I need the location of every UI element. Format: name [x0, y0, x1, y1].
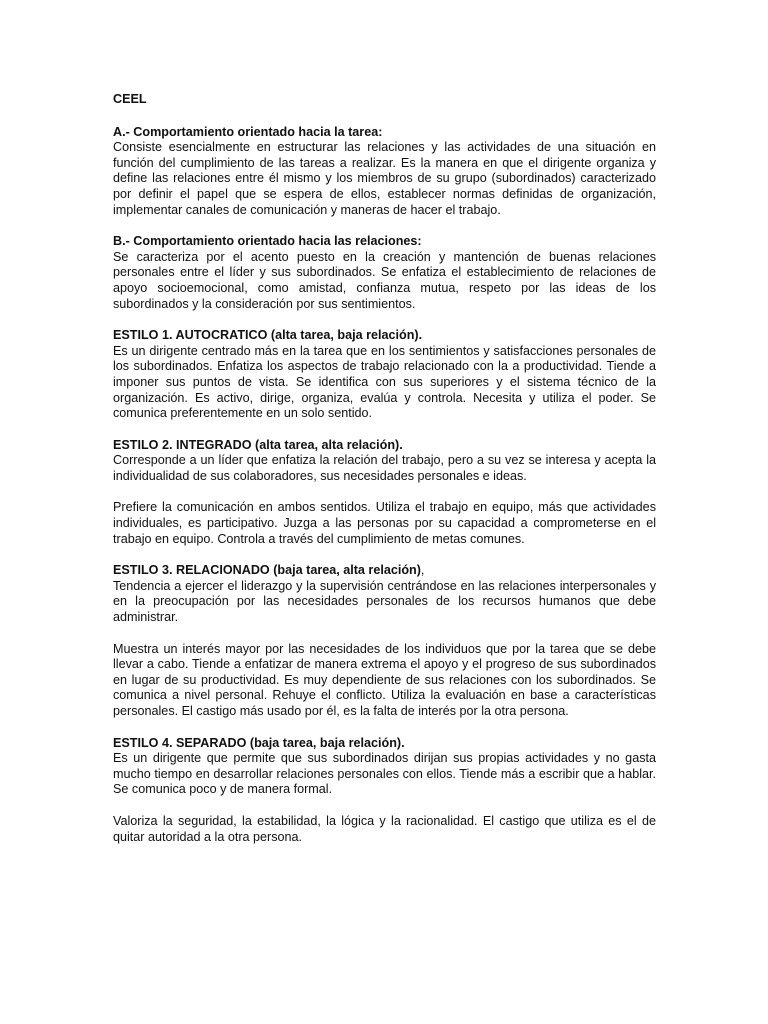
section-heading [113, 563, 656, 579]
section-paragraph: Muestra un interés mayor por las necesidades de los individuos que por la tarea que se debe llevar a cabo. Tiende a enfatizar de manera extrema el apoyo y el progreso de sus subordinados en lugar de su productividad. Es muy dependiente de sus relaciones con los subordinados. Se comunica a nivel personal. Rehuye el conflicto. Utiliza la evaluación en base a características personales. El castigo más usado por él, es la falta de interés por la otra persona. [113, 641, 656, 718]
section-style-2-integrated [113, 438, 656, 548]
section-paragraph: Es un dirigente que permite que sus subordinados dirijan sus propias actividades y no gasta mucho tiempo en desarrollar relaciones personales con ellos. Tiende más a escribir que a hablar. Se comunica poco y de manera formal. [113, 751, 656, 797]
section-style-4-separated [113, 736, 656, 846]
section-paragraph: Tendencia a ejercer el liderazgo y la supervisión centrándose en las relaciones interpersonales y en la preocupación por las necesidades personales de los recursos humanos que debe administrar. [113, 578, 656, 625]
section-heading: ESTILO 1. AUTOCRATICO (alta tarea, baja relación). [113, 328, 423, 343]
section-heading: ESTILO 2. INTEGRADO (alta tarea, alta relación). [113, 437, 403, 452]
document-title: CEEL [113, 92, 147, 106]
section-paragraph: Es un dirigente centrado más en la tarea que en los sentimientos y satisfacciones personales de los subordinados. Enfatiza los aspectos de trabajo relacionado con la a productividad. Tiende a imponer sus puntos de vista. Se identifica con sus superiores y el sistema técnico de la organización. Es activo, dirige, organiza, evalúa y controla. Necesita y utiliza el poder. Se comunica preferentemente en un solo sentido. [113, 343, 656, 421]
section-style-3-related [113, 563, 656, 719]
section-paragraph: Se caracteriza por el acento puesto en la creación y mantención de buenas relaciones personales entre el líder y sus subordinados. Se enfatiza el establecimiento de relaciones de apoyo socioemocional, como amistad, confianza mutua, respeto por las ideas de los subordinados y la consideración por sus sentimientos. [113, 249, 656, 311]
section-paragraph: Prefiere la comunicación en ambos sentidos. Utiliza el trabajo en equipo, más que actividades individuales, es participativo. Juzga a las personas por su capacidad a comprometerse en el trabajo en equipo. Controla a través del cumplimiento de metas comunes. [113, 500, 656, 546]
section-relations-behavior [113, 234, 656, 312]
section-heading: ESTILO 4. SEPARADO (baja tarea, baja relación). [113, 735, 405, 750]
section-style-1-autocratic [113, 328, 656, 422]
section-heading-suffix: , [420, 563, 425, 578]
section-heading: B.- Comportamiento orientado hacia las relaciones: [113, 234, 422, 249]
section-paragraph: Corresponde a un líder que enfatiza la relación del trabajo, pero a su vez se interesa y acepta la individualidad de sus colaboradores, sus necesidades personales e ideas. [113, 453, 656, 483]
section-heading-text: ESTILO 3. RELACIONADO (baja tarea, alta relación) [113, 563, 421, 578]
section-heading: A.- Comportamiento orientado hacia la tarea: [113, 124, 383, 139]
section-task-behavior [113, 125, 656, 219]
section-paragraph: Consiste esencialmente en estructurar las relaciones y las actividades de una situación en función del cumplimiento de las tareas a realizar. Es la manera en que el dirigente organiza y define las relaciones entre él mismo y los miembros de su grupo (subordinados) caracterizado por definir el papel que se espera de ellos, establecer normas definidas de organización, implementar canales de comunicación y maneras de hacer el trabajo. [113, 140, 656, 217]
section-paragraph: Valoriza la seguridad, la estabilidad, la lógica y la racionalidad. El castigo que utiliza es el de quitar autoridad a la otra persona. [113, 813, 656, 844]
